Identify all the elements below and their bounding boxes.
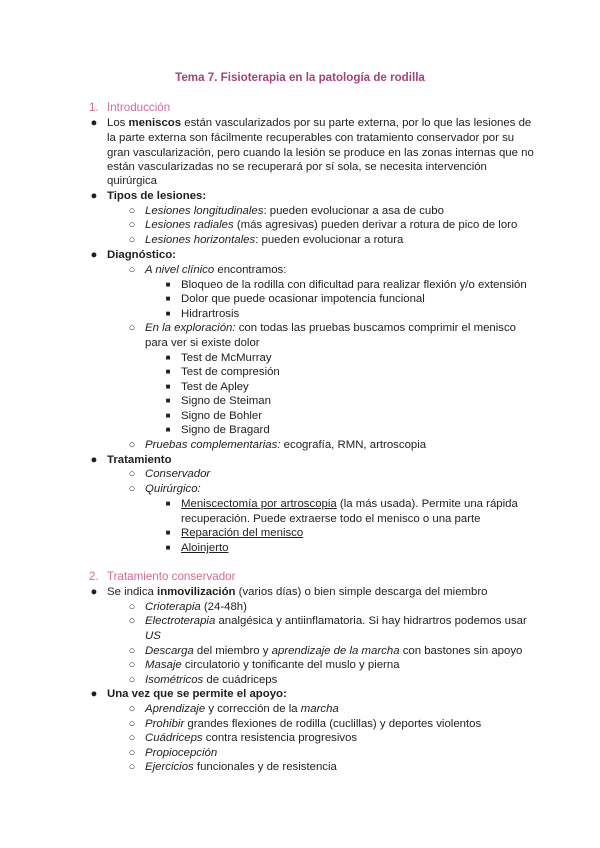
- bullet-l3: ■: [165, 294, 171, 303]
- meniscos-paragraph-line: gran vascularización, pero cuando la lesión se produce en las zonas internas que no: [107, 147, 534, 159]
- list-item: Prohibir grandes flexiones de rodilla (cuclillas) y deportes violentos: [145, 718, 482, 730]
- section-number: 1.: [89, 101, 99, 114]
- bullet-l2: ○: [128, 747, 136, 759]
- bullet-l2: ○: [128, 674, 136, 686]
- list-item: Descarga del miembro y aprendizaje de la marcha con bastones sin apoyo: [145, 645, 523, 657]
- list-item: En la exploración: con todas las pruebas buscamos comprimir el menisco: [145, 322, 517, 334]
- bullet-l2: ○: [128, 219, 136, 231]
- diagnostico-label: Diagnóstico:: [107, 249, 176, 261]
- list-item: Signo de Bragard: [181, 424, 270, 436]
- bullet-l1: ●: [90, 117, 98, 129]
- list-item: Ejercicios funcionales y de resistencia: [145, 761, 337, 773]
- list-item: Signo de Bohler: [181, 410, 263, 422]
- list-item: A nivel clínico encontramos:: [145, 264, 287, 276]
- bullet-l2: ○: [128, 322, 136, 334]
- list-item-continuation: para ver si existe dolor: [145, 337, 260, 349]
- bullet-l3: ■: [165, 425, 171, 434]
- bullet-l3: ■: [165, 367, 171, 376]
- apoyo-label: Una vez que se permite el apoyo:: [107, 688, 287, 700]
- bullet-l3: ■: [165, 543, 171, 552]
- list-item: Electroterapia analgésica y antiinflamatoria. Si hay hidrartros podemos usar: [145, 615, 527, 627]
- section-number: 2.: [89, 570, 99, 583]
- bullet-l3: ■: [165, 499, 171, 508]
- bullet-l2: ○: [128, 234, 136, 246]
- bullet-l1: ●: [90, 249, 98, 261]
- list-item: Conservador: [145, 468, 211, 480]
- bullet-l3: ■: [165, 309, 171, 318]
- tratamiento-label: Tratamiento: [107, 454, 172, 466]
- bullet-l2: ○: [128, 659, 136, 671]
- list-item: Signo de Steiman: [181, 395, 271, 407]
- list-item: Lesiones horizontales: pueden evolucionar a rotura: [145, 234, 404, 246]
- list-item-continuation: recuperación. Puede extraerse todo el menisco o una parte: [181, 513, 481, 525]
- bullet-l1: ●: [90, 190, 98, 202]
- page-title: Tema 7. Fisioterapia en la patología de rodilla: [175, 71, 425, 84]
- bullet-l3: ■: [165, 382, 171, 391]
- bullet-l1: ●: [90, 688, 98, 700]
- list-item: Aprendizaje y corrección de la marcha: [145, 703, 339, 715]
- tipos-label: Tipos de lesiones:: [107, 190, 207, 202]
- list-item: Test de McMurray: [181, 352, 272, 364]
- bullet-l2: ○: [128, 264, 136, 276]
- bullet-l2: ○: [128, 761, 136, 773]
- section-title: Tratamiento conservador: [107, 570, 236, 583]
- bullet-l1: ●: [90, 454, 98, 466]
- meniscos-paragraph-line: la parte externa son fácilmente recuperables con tratamiento conservador por su: [107, 132, 515, 144]
- bullet-l3: ■: [165, 411, 171, 420]
- list-item: Bloqueo de la rodilla con dificultad para realizar flexión y/o extensión: [181, 279, 527, 291]
- list-item: Lesiones radiales (más agresivas) pueden derivar a rotura de pico de loro: [145, 219, 518, 231]
- bullet-l1: ●: [90, 586, 98, 598]
- list-item: Aloinjerto: [181, 542, 229, 554]
- list-item: Crioterapia (24-48h): [145, 601, 247, 613]
- meniscos-paragraph-line: están vascularizadas no se recuperará por sí sola, se necesita intervención: [107, 161, 487, 173]
- bullet-l3: ■: [165, 280, 171, 289]
- list-item-continuation: US: [145, 630, 161, 642]
- list-item: Meniscectomía por artroscopia (la más usada). Permite una rápida: [181, 498, 518, 510]
- list-item: Lesiones longitudinales: pueden evolucionar a asa de cubo: [145, 205, 444, 217]
- inmovilizacion-line: Se indica inmovilización (varios días) o bien simple descarga del miembro: [107, 586, 488, 598]
- section-heading-tratamiento-conservador: [89, 570, 235, 583]
- list-item: Pruebas complementarias: ecografía, RMN, artroscopia: [145, 439, 427, 451]
- bullet-l3: ■: [165, 528, 171, 537]
- list-item: Masaje circulatorio y tonificante del muslo y pierna: [145, 659, 400, 671]
- bullet-l2: ○: [128, 645, 136, 657]
- bullet-l3: ■: [165, 353, 171, 362]
- bullet-l2: ○: [128, 615, 136, 627]
- bullet-l2: ○: [128, 703, 136, 715]
- list-item: Quirúrgico:: [145, 483, 201, 495]
- bullet-l2: ○: [128, 439, 136, 451]
- bullet-l2: ○: [128, 483, 136, 495]
- bullet-l3: ■: [165, 396, 171, 405]
- list-item: Cuádriceps contra resistencia progresivos: [145, 732, 358, 744]
- list-item: Test de Apley: [181, 381, 249, 393]
- section-title: Introducción: [107, 101, 171, 114]
- list-item: Dolor que puede ocasionar impotencia funcional: [181, 293, 425, 305]
- meniscos-paragraph-line: quirúrgica: [107, 175, 158, 187]
- bullet-l2: ○: [128, 601, 136, 613]
- list-item: Hidrartrosis: [181, 308, 240, 320]
- bullet-l2: ○: [128, 468, 136, 480]
- section-heading-introduccion: [89, 101, 170, 114]
- meniscos-paragraph-line: Los meniscos están vascularizados por su parte externa, por lo que las lesiones de: [107, 117, 532, 129]
- bullet-l2: ○: [128, 205, 136, 217]
- bullet-l2: ○: [128, 732, 136, 744]
- list-item: Test de compresión: [181, 366, 280, 378]
- list-item: Isométricos de cuádriceps: [145, 674, 278, 686]
- list-item: Propiocepción: [145, 747, 218, 759]
- list-item: Reparación del menisco: [181, 527, 304, 539]
- bullet-l2: ○: [128, 718, 136, 730]
